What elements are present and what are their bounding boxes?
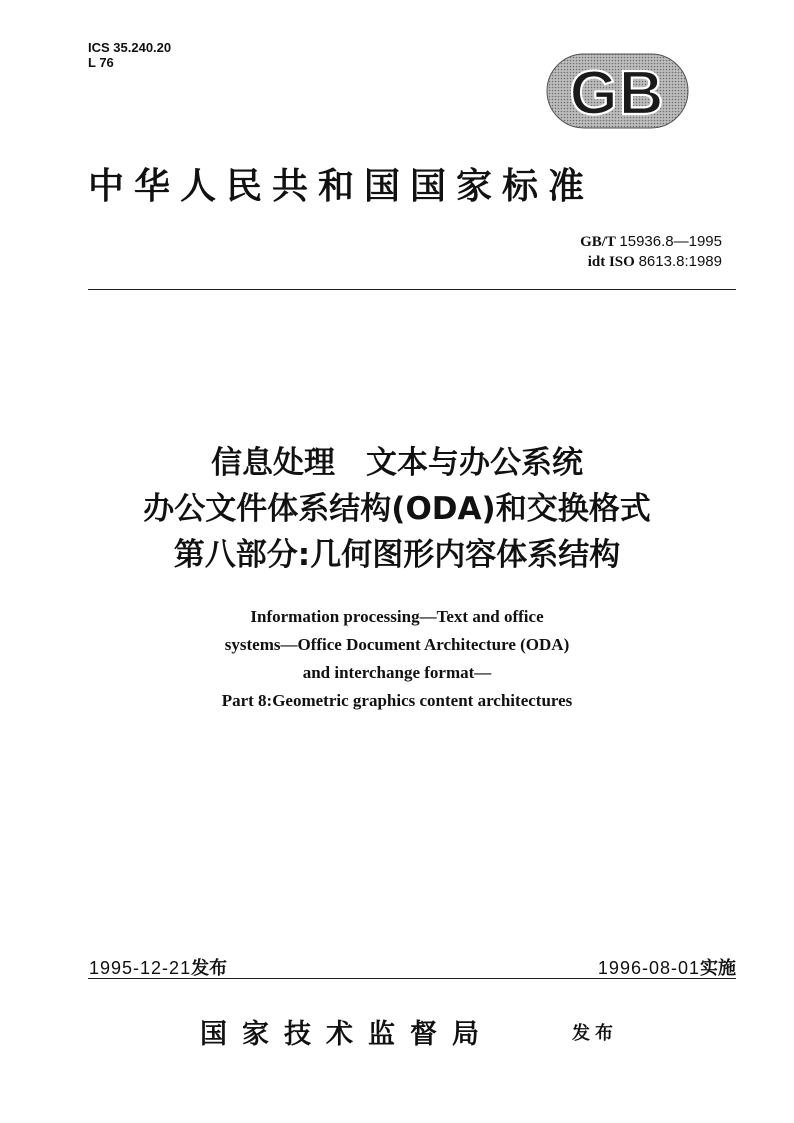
gb-logo-icon	[545, 50, 690, 132]
idt-code-number: 8613.8:1989	[638, 253, 722, 270]
gb-code-prefix: GB/T	[580, 234, 616, 250]
gb-code-line	[580, 232, 722, 252]
issued-date-value: 1995-12-21	[89, 958, 192, 978]
classification-code: L 76	[88, 55, 114, 70]
title-cn-line-1: 信息处理 文本与办公系统	[211, 445, 583, 481]
issuer-suffix: 发布	[572, 1023, 618, 1044]
title-en-line-1: Information processing—Text and office	[250, 607, 544, 626]
bottom-divider	[88, 978, 736, 979]
idt-code-prefix: idt ISO	[587, 254, 635, 270]
standard-codes	[580, 232, 722, 272]
title-en-line-2: systems—Office Document Architecture (ODA)	[224, 635, 570, 654]
ics-block	[88, 40, 171, 70]
top-divider	[88, 289, 736, 290]
title-cn-line-2: 办公文件体系结构(ODA)和交换格式	[143, 491, 651, 527]
title-chinese	[0, 440, 794, 578]
effective-date	[598, 954, 736, 980]
title-en-line-4: Part 8:Geometric graphics content architectures	[221, 691, 573, 710]
effective-date-value: 1996-08-01	[597, 958, 700, 978]
issuer-name: 国家技术监督局	[200, 1019, 494, 1050]
title-english	[0, 603, 794, 715]
issued-date	[89, 954, 227, 980]
gb-code-number: 15936.8—1995	[619, 233, 722, 250]
logo-text: GB	[569, 59, 665, 128]
ics-code: ICS 35.240.20	[88, 40, 172, 55]
title-en-line-3: and interchange format—	[302, 663, 492, 682]
title-cn-line-3: 第八部分:几何图形内容体系结构	[173, 537, 621, 573]
issued-label: 发布	[191, 958, 228, 979]
effective-label: 实施	[700, 958, 736, 979]
standard-title: 中华人民共和国国家标准	[88, 165, 595, 207]
idt-code-line	[580, 252, 722, 272]
